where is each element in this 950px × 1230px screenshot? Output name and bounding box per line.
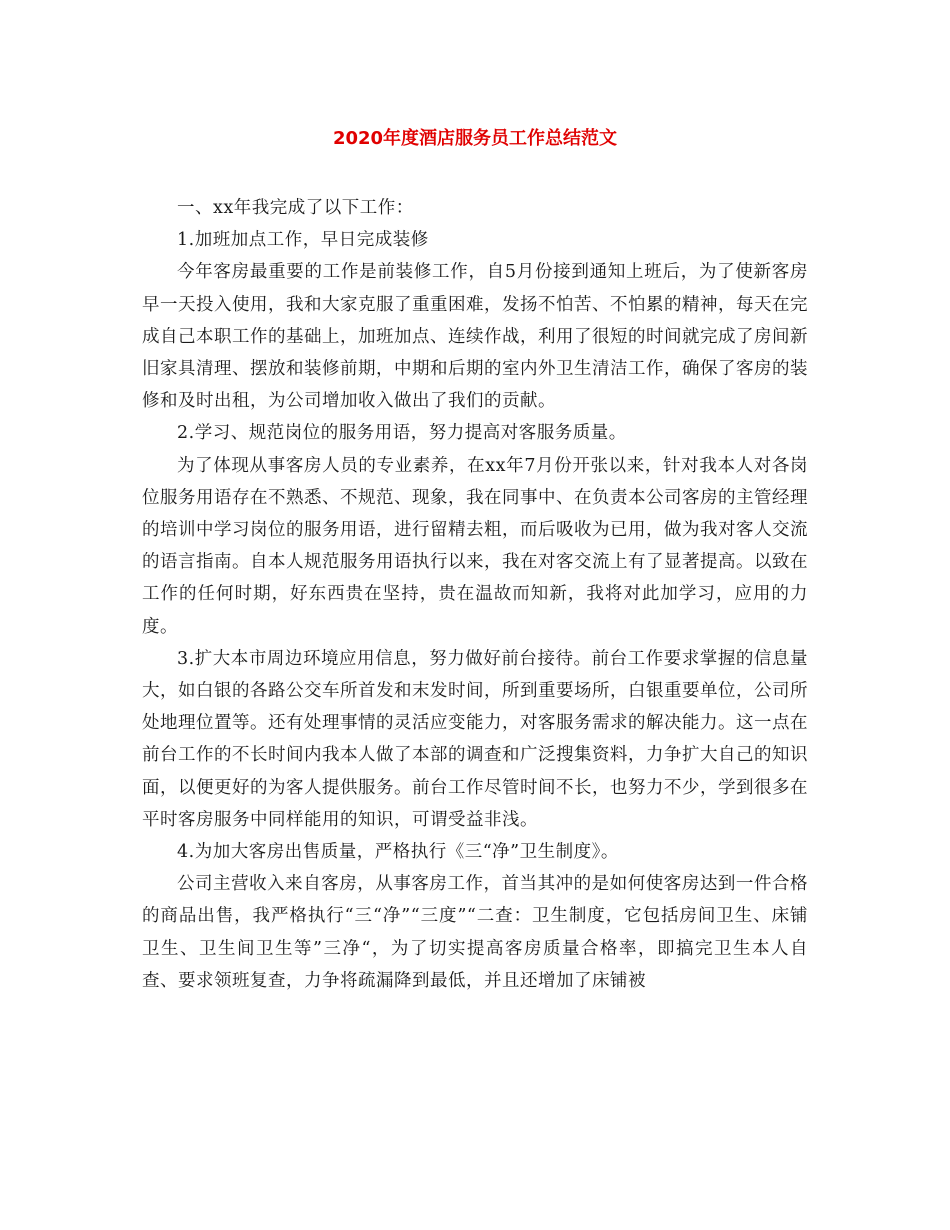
item-heading: 2.学习、规范岗位的服务用语，努力提高对客服务质量。 [177,423,627,444]
body-paragraph: 为了体现从事客房人员的专业素养，在xx年7月份开张以来，针对我本人对各岗位服务用语存在不熟悉、不规范、现象，我在同事中、在负责本公司客房的主管经理的培训中学习岗位的服务用语，进行留精去粗，而后吸收为已用，做为我对客人交流的语言指南。自本人规范服务用语执行以来，我在对客交流上有了显著提高。以致在工作的任何时期，好东西贵在坚持，贵在温故而知新，我将对此加学习，应用的力度。 [142,455,808,637]
document-body [142,192,808,997]
section-heading: 一、xx年我完成了以下工作： [177,198,414,218]
document-title: 2020年度酒店服务员工作总结范文 [332,128,618,149]
body-paragraph: 公司主营收入来自客房，从事客房工作，首当其冲的是如何使客房达到一件合格的商品出售，我严格执行“三“净”“三度”“二查：卫生制度，它包括房间卫生、床铺卫生、卫生间卫生等”三净“，为了切实提高客房质量合格率，即搞完卫生本人自查、要求领班复查，力争将疏漏降到最低，并且还增加了床铺被 [142,874,808,991]
item-heading: 1.加班加点工作，早日完成装修 [177,230,429,251]
body-paragraph: 今年客房最重要的工作是前装修工作，自5月份接到通知上班后，为了使新客房早一天投入使用，我和大家克服了重重困难，发扬不怕苦、不怕累的精神，每天在完成自己本职工作的基础上，加班加点、连续作战，利用了很短的时间就完成了房间新旧家具清理、摆放和装修前期，中期和后期的室内外卫生清洁工作，确保了客房的装修和及时出租，为公司增加收入做出了我们的贡献。 [142,262,808,412]
body-paragraph: 3.扩大本市周边环境应用信息，努力做好前台接待。前台工作要求掌握的信息量大，如白银的各路公交车所首发和末发时间，所到重要场所，白银重要单位，公司所处地理位置等。还有处理事情的灵活应变能力，对客服务需求的解决能力。这一点在前台工作的不长时间内我本人做了本部的调查和广泛搜集资料，力争扩大自己的知识面，以便更好的为客人提供服务。前台工作尽管时间不长，也努力不少，学到很多在平时客房服务中同样能用的知识，可谓受益非浅。 [142,648,808,830]
item-heading: 4.为加大客房出售质量，严格执行《三“净”卫生制度》。 [177,842,619,863]
